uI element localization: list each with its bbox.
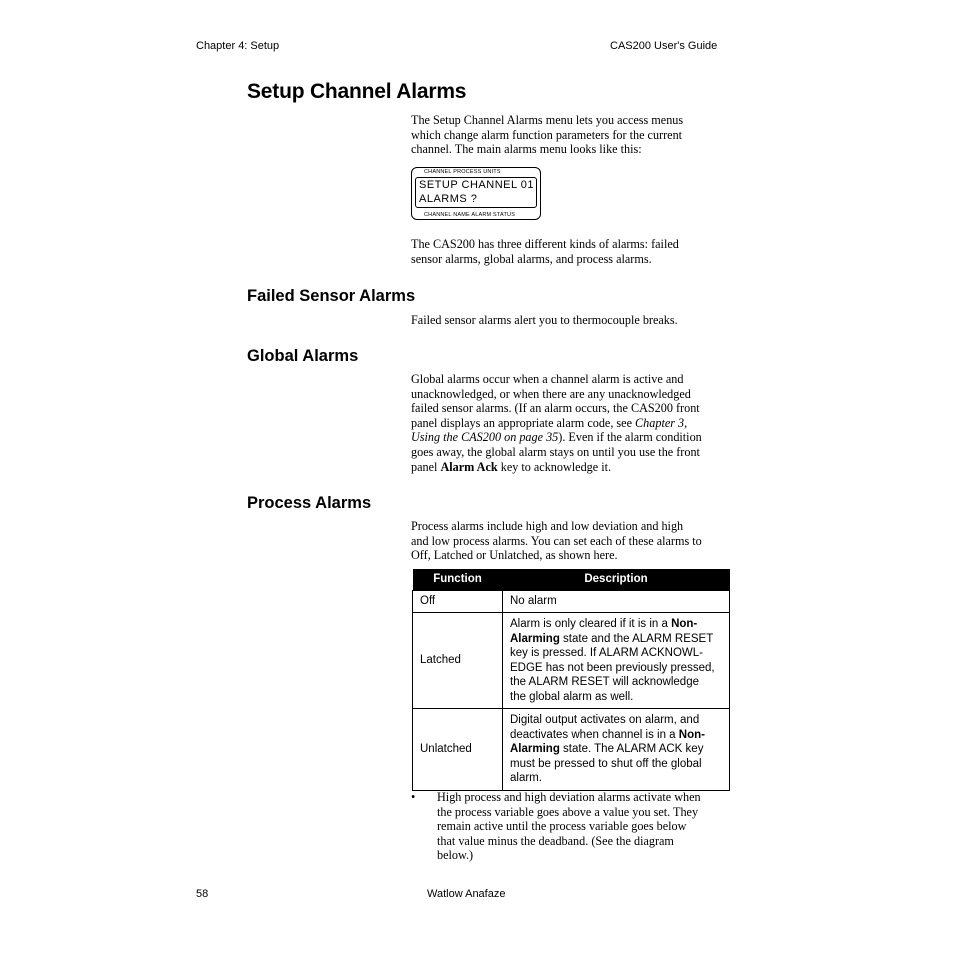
- page-title: Setup Channel Alarms: [247, 80, 467, 103]
- process-alarms-paragraph: [411, 519, 741, 563]
- description-cell: Digital output activates on alarm, and deactivates when channel is in a Non- Alarming state. The ALARM ACK key must be pressed to shut off the global alarm.: [503, 709, 730, 791]
- lcd-line-2: ALARMS ?: [419, 193, 478, 205]
- table-row: [413, 591, 730, 613]
- global-line: Using the CAS200 on page 35). Even if the alarm condition: [411, 430, 702, 445]
- global-line: goes away, the global alarm stays on until you use the front: [411, 444, 700, 459]
- function-cell: Off: [413, 591, 503, 613]
- column-header-function: Function: [413, 569, 503, 591]
- global-line: panel displays an appropriate alarm code, see Chapter 3,: [411, 415, 688, 430]
- failed-sensor-heading: Failed Sensor Alarms: [247, 287, 416, 305]
- global-line: panel Alarm Ack key to acknowledge it.: [411, 459, 612, 474]
- footer-company: Watlow Anafaze: [427, 888, 506, 900]
- kinds-line: sensor alarms, global alarms, and process alarms.: [411, 251, 652, 266]
- lcd-line-1: SETUP CHANNEL 01: [419, 179, 534, 191]
- failed-sensor-text: Failed sensor alarms alert you to thermocouple breaks.: [411, 313, 678, 327]
- intro-paragraph: [411, 113, 741, 157]
- running-header-chapter: Chapter 4: Setup: [196, 40, 280, 52]
- description-cell: Alarm is only cleared if it is in a Non- Alarming state and the ALARM RESET key is pressed. If ALARM ACKNOWL- EDGE has not been previously pressed, the ALARM RESET will acknowledge the global alarm as well.: [503, 613, 730, 709]
- lcd-screen: [415, 177, 537, 208]
- table-row: [413, 709, 730, 791]
- intro-line: which change alarm function parameters for the current: [411, 127, 683, 142]
- function-cell: Latched: [413, 613, 503, 709]
- global-line: Global alarms occur when a channel alarm is active and: [411, 372, 684, 386]
- lcd-top-label: CHANNEL PROCESS UNITS: [424, 169, 501, 175]
- bullet-text: High process and high deviation alarms activate when the process variable goes above a value you set. They remain active until the process variable goes below that value minus the deadband. (See the diagram below.): [437, 790, 701, 863]
- chapter-reference: Chapter 3,: [635, 415, 688, 430]
- process-line: Off, Latched or Unlatched, as shown here.: [411, 548, 618, 563]
- intro-line: The Setup Channel Alarms menu lets you access menus: [411, 113, 684, 127]
- description-cell: No alarm: [503, 591, 730, 613]
- function-cell: Unlatched: [413, 709, 503, 791]
- column-header-description: Description: [503, 569, 730, 591]
- global-alarms-paragraph: [411, 372, 741, 474]
- alarm-ack-key-label: Alarm Ack: [440, 459, 498, 474]
- process-line: Process alarms include high and low deviation and high: [411, 519, 684, 533]
- alarm-function-table: [412, 569, 730, 791]
- process-alarms-heading: Process Alarms: [247, 494, 372, 512]
- alarm-kinds-paragraph: [411, 237, 741, 266]
- table-row: [413, 613, 730, 709]
- running-header-guide: CAS200 User's Guide: [610, 40, 718, 52]
- global-line: failed sensor alarms. (If an alarm occurs, the CAS200 front: [411, 401, 700, 416]
- global-alarms-heading: Global Alarms: [247, 347, 359, 365]
- lcd-bottom-label: CHANNEL NAME ALARM STATUS: [424, 212, 516, 218]
- global-line: unacknowledged, or when there are any unacknowledged: [411, 386, 691, 401]
- kinds-line: The CAS200 has three different kinds of alarms: failed: [411, 237, 679, 251]
- process-line: and low process alarms. You can set each of these alarms to: [411, 533, 702, 548]
- page-number: 58: [196, 888, 209, 900]
- failed-sensor-paragraph: [411, 313, 741, 328]
- bullet-icon: •: [411, 790, 416, 804]
- intro-line: channel. The main alarms menu looks like this:: [411, 142, 642, 157]
- table-header-row: [413, 569, 730, 591]
- lcd-display: [411, 167, 541, 220]
- page-reference: Using the CAS200 on page 35: [411, 430, 559, 445]
